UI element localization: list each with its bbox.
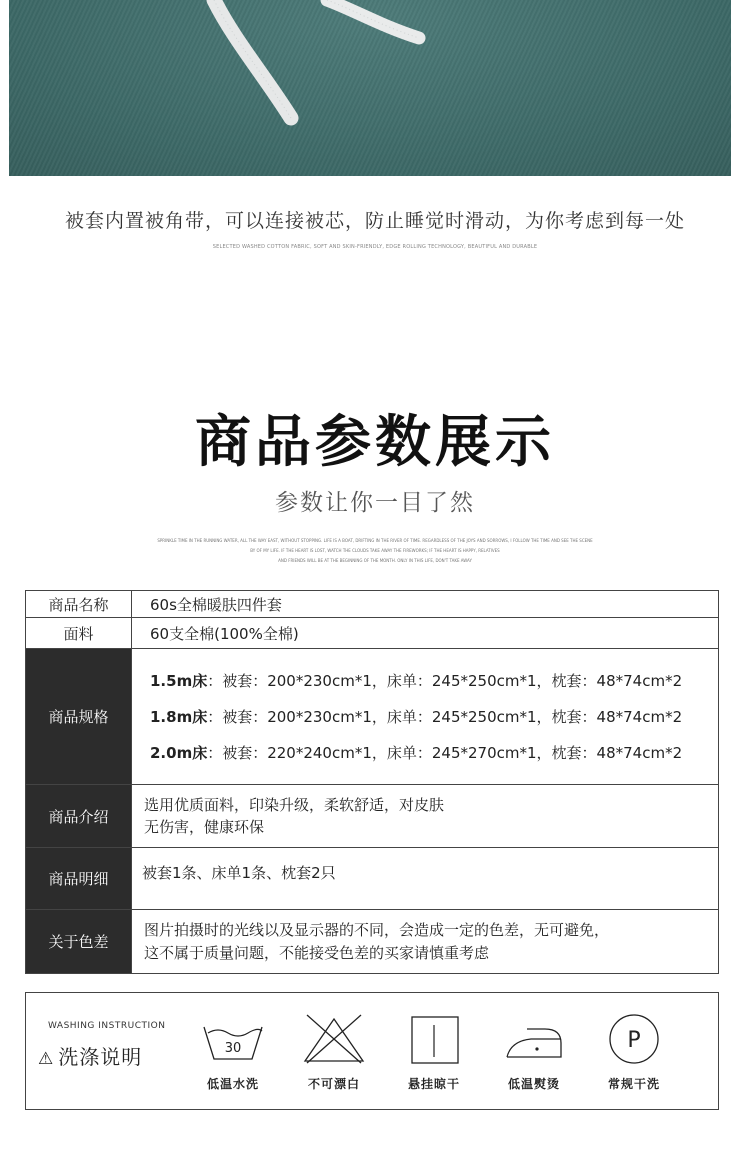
spec-label-color: 关于色差 [26, 910, 132, 974]
warning-icon: ⚠ [38, 1049, 55, 1069]
wash-label: 低温熨烫 [507, 1077, 560, 1091]
dry-clean-glyph: P [627, 1028, 641, 1053]
spec-label-intro: 商品介绍 [26, 785, 132, 848]
photo-caption: 被套内置被角带，可以连接被芯，防止睡觉时滑动，为你考虑到每一处 [64, 210, 685, 232]
size-bed: 2.0m床 [150, 743, 208, 762]
wash-temp: 30 [224, 1041, 242, 1056]
spec-value-size [132, 649, 719, 785]
intro-line: 无伤害，健康环保 [144, 818, 265, 836]
en-line: SPRINKLE TIME IN THE RUNNING WATER, ALL THE WAY EAST, WITHOUT STOPPING. LIFE IS A BOAT, DRIFTING IN THE RIVER OF TIME. REGARDLESS OF THE JOYS AND SORROWS, I FOLLOW THE TIME AND SEE THE SCENE [157, 538, 593, 543]
spec-label-detail: 商品明细 [26, 848, 132, 910]
spec-label-size: 商品规格 [26, 649, 132, 785]
size-detail: ：被套：220*240cm*1，床单：245*270cm*1，枕套：48*74cm*2 [207, 743, 683, 762]
size-line [150, 735, 718, 771]
wash-item [294, 1013, 374, 1092]
iron-low-icon [501, 1013, 567, 1065]
wash-item [594, 1013, 674, 1092]
spec-value-detail: 被套1条、床单1条、枕套2只 [132, 848, 719, 910]
spec-row-intro [26, 785, 719, 848]
dry-clean-p-icon [601, 1013, 667, 1065]
color-line: 图片拍摄时的光线以及显示器的不同，会造成一定的色差，无可避免， [144, 920, 610, 939]
spec-table [25, 590, 719, 974]
spec-value-name: 60s全棉暖肤四件套 [132, 591, 719, 618]
wash-item [394, 1013, 474, 1092]
spec-value-intro [132, 785, 719, 848]
product-photo [9, 0, 731, 176]
intro-line: 选用优质面料，印染升级，柔软舒适，对皮肤 [144, 796, 445, 814]
en-line: AND FRIENDS WILL BE AT THE BEGINNING OF THE MONTH. ONLY IN THIS LIFE, DON'T TAKE AWAY [278, 558, 472, 563]
washing-title [38, 1041, 142, 1070]
wash-label: 低温水洗 [206, 1077, 259, 1091]
no-bleach-icon [301, 1013, 367, 1065]
washing-title-en: WASHING INSTRUCTION [48, 1021, 166, 1031]
spec-row-fabric [26, 618, 719, 649]
size-line [150, 699, 718, 735]
spec-row-color [26, 910, 719, 974]
washing-title-zh: 洗涤说明 [58, 1045, 143, 1069]
spec-row-size [26, 649, 719, 785]
section-title: 商品参数展示 [195, 409, 555, 475]
spec-value-color [132, 910, 719, 974]
spec-label-name: 商品名称 [26, 591, 132, 618]
wash-basin-icon [200, 1013, 266, 1065]
wash-label: 悬挂晾干 [407, 1077, 460, 1091]
size-detail: ：被套：200*230cm*1，床单：245*250cm*1，枕套：48*74cm*2 [207, 707, 683, 726]
wash-label: 不可漂白 [307, 1077, 360, 1091]
hang-dry-icon [401, 1013, 467, 1065]
section-subtitle: 参数让你一目了然 [275, 490, 475, 516]
washing-panel [25, 992, 719, 1110]
wash-item [193, 1013, 273, 1092]
spec-row-detail [26, 848, 719, 910]
wash-label: 常规干洗 [607, 1077, 660, 1091]
ribbon-tie-icon [9, 0, 731, 176]
en-line: BY OF MY LIFE. IF THE HEART IS LOST, WATCH THE CLOUDS TAKE AWAY THE FIREWORKS; IF THE HEART IS HAPPY, RELATIVES [250, 548, 500, 553]
size-bed: 1.8m床 [150, 707, 208, 726]
color-line: 这不属于质量问题，不能接受色差的买家请慎重考虑 [144, 943, 490, 962]
size-line [150, 663, 718, 699]
spec-row-name [26, 591, 719, 618]
size-bed: 1.5m床 [150, 671, 208, 690]
photo-caption-en: SELECTED WASHED COTTON FABRIC, SOFT AND SKIN-FRIENDLY, EDGE ROLLING TECHNOLOGY, BEAUTIFUL AND DURABLE [212, 244, 538, 250]
section-en-text [120, 536, 630, 566]
size-detail: ：被套：200*230cm*1，床单：245*250cm*1，枕套：48*74cm*2 [207, 671, 683, 690]
spec-value-fabric: 60支全棉(100%全棉) [132, 618, 719, 649]
wash-item [494, 1013, 574, 1092]
spec-label-fabric: 面料 [26, 618, 132, 649]
